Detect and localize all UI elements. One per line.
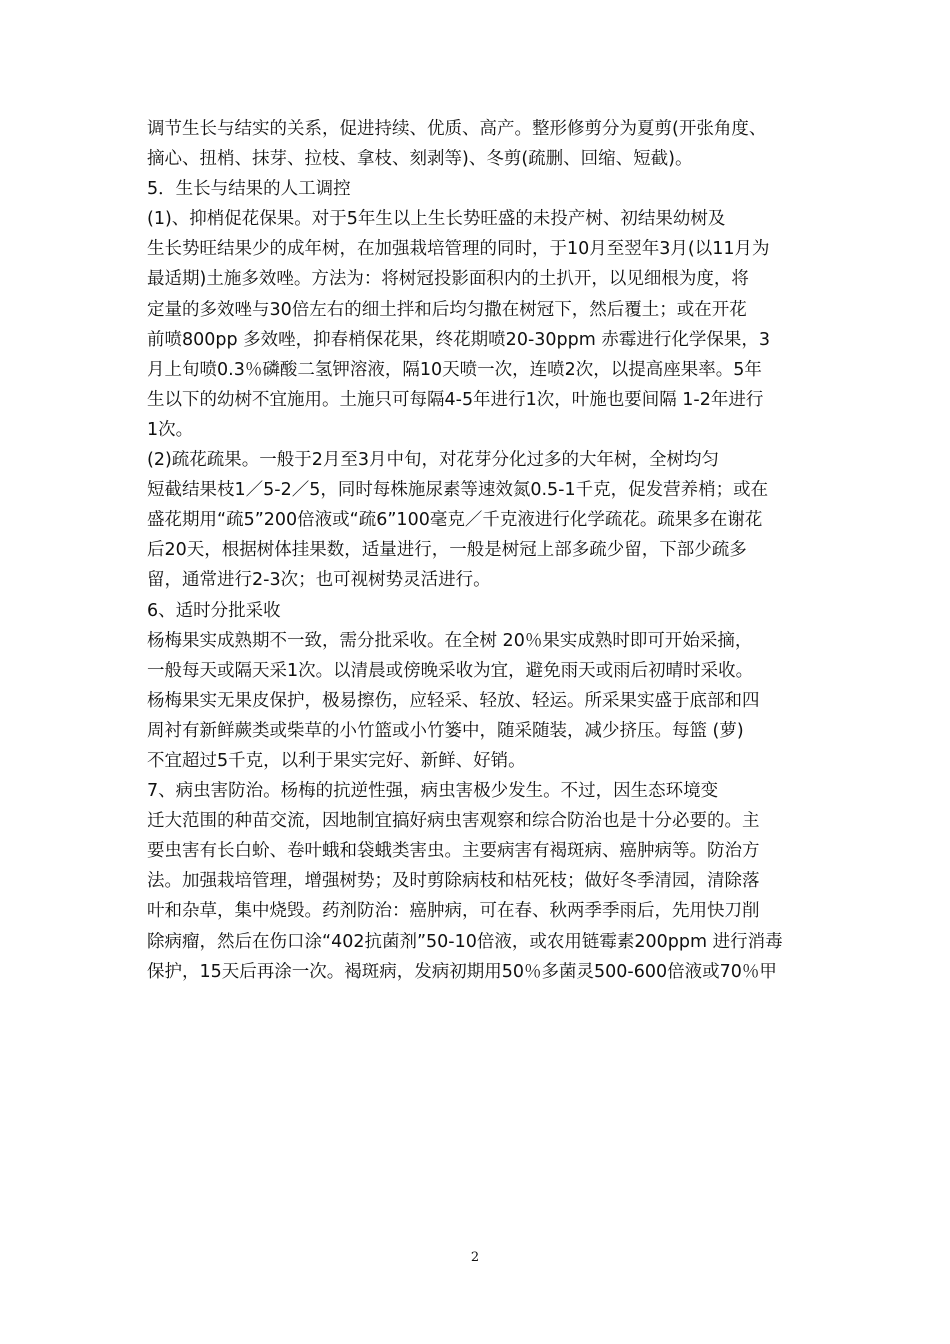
text-line: 1次。	[147, 419, 194, 440]
text-line: 周衬有新鲜蕨类或柴草的小竹篮或小竹篓中，随采随装，减少挤压。每篮 (萝)	[147, 720, 744, 741]
text-line: 定量的多效唑与30倍左右的细土拌和后均匀撒在树冠下，然后覆土；或在开花	[147, 299, 747, 320]
section-heading: 6、适时分批采收	[147, 600, 281, 621]
text-line: 后20天，根据树体挂果数，适量进行，一般是树冠上部多疏少留，下部少疏多	[147, 540, 747, 561]
text-line: 前喷800pp 多效唑，抑春梢保花果，终花期喷20-30ppm 赤霉进行化学保果，3	[147, 329, 770, 350]
text-line: 杨梅果实成熟期不一致，需分批采收。在全树 20％果实成熟时即可开始采摘，	[147, 630, 753, 651]
section-heading: 5．生长与结果的人工调控	[147, 179, 351, 200]
body-text	[147, 114, 811, 987]
text-line: 留，通常进行2-3次；也可视树势灵活进行。	[147, 570, 491, 591]
text-line: 7、病虫害防治。杨梅的抗逆性强，病虫害极少发生。不过，因生态环境变	[147, 781, 719, 802]
text-line: (1)、抑梢促花保果。对于5年生以上生长势旺盛的未投产树、初结果幼树及	[147, 209, 726, 230]
text-line: 短截结果枝1／5-2／5，同时每株施尿素等速效氮0.5-1千克，促发营养梢；或在	[147, 480, 769, 501]
text-line: 不宜超过5千克，以利于果实完好、新鲜、好销。	[147, 750, 526, 771]
text-line: 生长势旺结果少的成年树，在加强栽培管理的同时，于10月至翌年3月(以11月为	[147, 239, 770, 260]
text-line: 除病瘤，然后在伤口涂“402抗菌剂”50-10倍液，或农用链霉素200ppm 进行消毒	[147, 931, 783, 952]
text-line: 最适期)土施多效唑。方法为：将树冠投影面积内的土扒开，以见细根为度，将	[147, 269, 749, 290]
text-line: 摘心、扭梢、抹芽、拉枝、拿枝、刻剥等)、冬剪(疏删、回缩、短截)。	[147, 149, 693, 170]
text-line: (2)疏花疏果。一般于2月至3月中旬，对花芽分化过多的大年树，全树均匀	[147, 450, 720, 471]
text-line: 保护，15天后再涂一次。褐斑病，发病初期用50％多菌灵500-600倍液或70％甲	[147, 961, 777, 982]
text-line: 月上旬喷0.3％磷酸二氢钾溶液，隔10天喷一次，连喷2次，以提高座果率。5年	[147, 359, 762, 380]
text-line: 调节生长与结实的关系，促进持续、优质、高产。整形修剪分为夏剪(开张角度、	[147, 119, 767, 139]
text-line: 要虫害有长白蚧、卷叶蛾和袋蛾类害虫。主要病害有褐斑病、癌肿病等。防治方	[147, 841, 760, 862]
text-line: 法。加强栽培管理，增强树势；及时剪除病枝和枯死枝；做好冬季清园，清除落	[147, 871, 760, 892]
text-line: 杨梅果实无果皮保护，极易擦伤，应轻采、轻放、轻运。所采果实盛于底部和四	[147, 690, 760, 711]
text-line: 生以下的幼树不宜施用。土施只可每隔4-5年进行1次，叶施也要间隔 1-2年进行	[147, 389, 764, 410]
text-line: 盛花期用“疏5”200倍液或“疏6”100毫克／千克液进行化学疏花。疏果多在谢花	[147, 510, 763, 531]
text-line: 叶和杂草，集中烧毁。药剂防治：癌肿病，可在春、秋两季季雨后，先用快刀削	[147, 901, 760, 922]
text-line: 一般每天或隔天采1次。以清晨或傍晚采收为宜，避免雨天或雨后初晴时采收。	[147, 660, 754, 681]
page-number: 2	[470, 1250, 480, 1265]
text-line: 迁大范围的种苗交流，因地制宜搞好病虫害观察和综合防治也是十分必要的。主	[147, 811, 760, 832]
